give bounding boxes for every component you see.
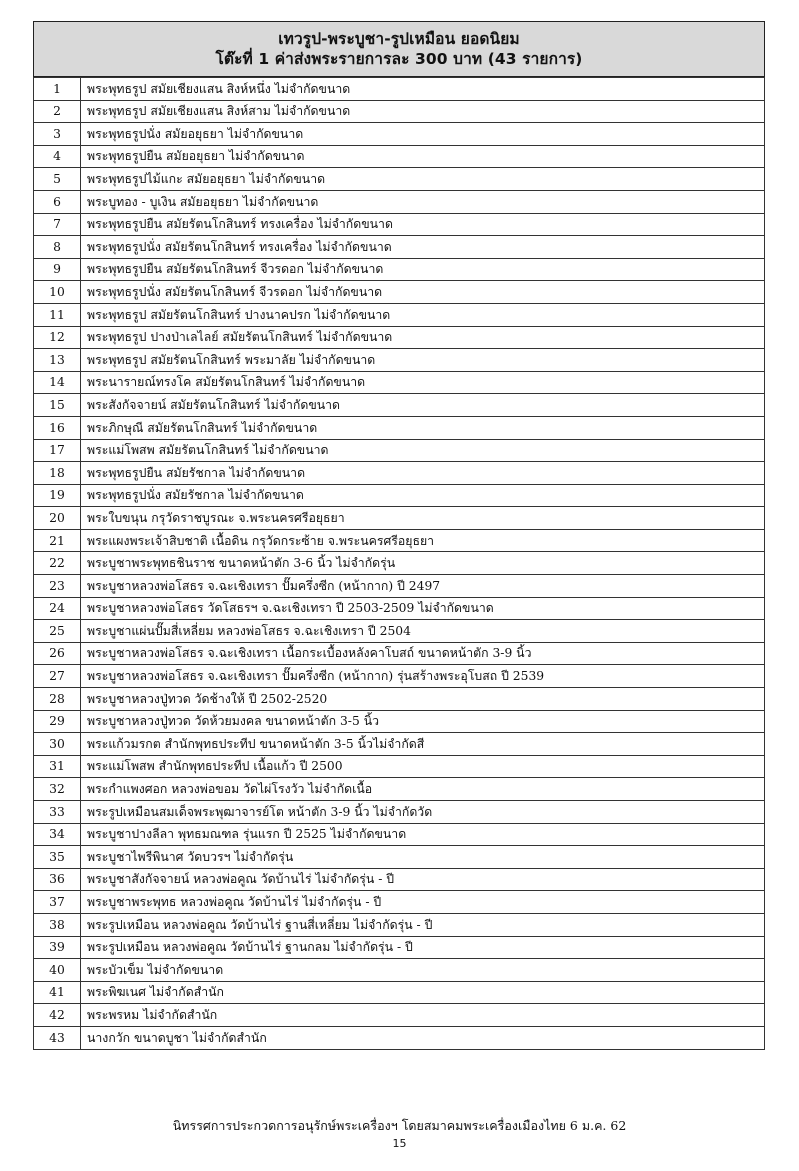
item-number: 32	[34, 778, 81, 801]
item-number: 4	[34, 145, 81, 168]
table-row	[34, 755, 765, 778]
item-description: พระพุทธรูปยืน สมัยรัตนโกสินทร์ จีวรดอก ไม่จำกัดขนาด	[81, 258, 765, 281]
item-description: พระสังกัจจายน์ สมัยรัตนโกสินทร์ ไม่จำกัดขนาด	[81, 394, 765, 417]
table-row	[34, 1026, 765, 1049]
item-number: 21	[34, 529, 81, 552]
item-number: 25	[34, 620, 81, 643]
item-description: นางกวัก ขนาดบูชา ไม่จำกัดสำนัก	[81, 1026, 765, 1049]
table-row	[34, 439, 765, 462]
item-description: พระแผงพระเจ้าสิบชาติ เนื้อดิน กรุวัดกระซ้าย จ.พระนครศรีอยุธยา	[81, 529, 765, 552]
item-description: พระรูปเหมือน หลวงพ่อคูณ วัดบ้านไร่ ฐานสี่เหลี่ยม ไม่จำกัดรุ่น - ปี	[81, 913, 765, 936]
item-number: 20	[34, 507, 81, 530]
item-number: 31	[34, 755, 81, 778]
item-number: 28	[34, 688, 81, 711]
item-number: 38	[34, 913, 81, 936]
table-row	[34, 168, 765, 191]
item-description: พระบูชาหลวงพ่อโสธร จ.ฉะเชิงเทรา ปั๊มครึ่งซีก (หน้ากาก) ปี 2497	[81, 575, 765, 598]
item-number: 8	[34, 236, 81, 259]
item-number: 5	[34, 168, 81, 191]
item-number: 7	[34, 213, 81, 236]
item-number: 34	[34, 823, 81, 846]
item-number: 9	[34, 258, 81, 281]
table-row	[34, 145, 765, 168]
item-number: 22	[34, 552, 81, 575]
item-number: 2	[34, 100, 81, 123]
table-row	[34, 326, 765, 349]
table-row	[34, 575, 765, 598]
table-row	[34, 303, 765, 326]
item-number: 11	[34, 303, 81, 326]
item-description: พระพุทธรูป สมัยรัตนโกสินทร์ พระมาลัย ไม่จำกัดขนาด	[81, 349, 765, 372]
item-description: พระบัวเข็ม ไม่จำกัดขนาด	[81, 959, 765, 982]
table-row	[34, 710, 765, 733]
table-header	[33, 21, 765, 77]
table-row	[34, 801, 765, 824]
item-number: 14	[34, 371, 81, 394]
table-row	[34, 1004, 765, 1027]
item-number: 18	[34, 462, 81, 485]
item-description: พระแก้วมรกต สำนักพุทธประทีป ขนาดหน้าตัก 3-5 นิ้วไม่จำกัดสี	[81, 733, 765, 756]
item-number: 33	[34, 801, 81, 824]
table-row	[34, 642, 765, 665]
item-description: พระพิฆเนศ ไม่จำกัดสำนัก	[81, 981, 765, 1004]
item-description: พระพุทธรูป ปางป่าเลไลย์ สมัยรัตนโกสินทร์ ไม่จำกัดขนาด	[81, 326, 765, 349]
item-number: 15	[34, 394, 81, 417]
table-row	[34, 597, 765, 620]
item-description: พระบูชาปางลีลา พุทธมณฑล รุ่นแรก ปี 2525 ไม่จำกัดขนาด	[81, 823, 765, 846]
table-row	[34, 868, 765, 891]
item-description: พระพรหม ไม่จำกัดสำนัก	[81, 1004, 765, 1027]
item-description: พระพุทธรูปยืน สมัยรัตนโกสินทร์ ทรงเครื่อง ไม่จำกัดขนาด	[81, 213, 765, 236]
item-description: พระพุทธรูปยืน สมัยรัชกาล ไม่จำกัดขนาด	[81, 462, 765, 485]
table-title: เทวรูป-พระบูชา-รูปเหมือน ยอดนิยม	[278, 30, 520, 48]
item-number: 6	[34, 190, 81, 213]
item-number: 36	[34, 868, 81, 891]
table-row	[34, 688, 765, 711]
item-description: พระพุทธรูป สมัยเชียงแสน สิงห์หนึ่ง ไม่จำกัดขนาด	[81, 78, 765, 101]
table-row	[34, 213, 765, 236]
item-description: พระใบขนุน กรุวัดราชบูรณะ จ.พระนครศรีอยุธยา	[81, 507, 765, 530]
table-row	[34, 981, 765, 1004]
page-number: 15	[392, 1137, 407, 1150]
item-description: พระพุทธรูป สมัยรัตนโกสินทร์ ปางนาคปรก ไม่จำกัดขนาด	[81, 303, 765, 326]
item-description: พระบูชาพระพุทธ หลวงพ่อคูณ วัดบ้านไร่ ไม่จำกัดรุ่น - ปี	[81, 891, 765, 914]
item-number: 12	[34, 326, 81, 349]
footer-note: นิทรรศการประกวดการอนุรักษ์พระเครื่องฯ โดยสมาคมพระเครื่องเมืองไทย 6 ม.ค. 62	[172, 1118, 627, 1133]
table-row	[34, 484, 765, 507]
item-number: 16	[34, 416, 81, 439]
item-number: 43	[34, 1026, 81, 1049]
table-row	[34, 281, 765, 304]
items-table-body	[34, 78, 765, 1050]
table-row	[34, 823, 765, 846]
item-description: พระกำแพงศอก หลวงพ่อขอม วัดไผ่โรงวัว ไม่จำกัดเนื้อ	[81, 778, 765, 801]
table-row	[34, 913, 765, 936]
item-description: พระพุทธรูปนั่ง สมัยอยุธยา ไม่จำกัดขนาด	[81, 123, 765, 146]
item-description: พระแม่โพสพ สมัยรัตนโกสินทร์ ไม่จำกัดขนาด	[81, 439, 765, 462]
item-number: 23	[34, 575, 81, 598]
item-number: 13	[34, 349, 81, 372]
table-row	[34, 778, 765, 801]
item-number: 41	[34, 981, 81, 1004]
item-number: 37	[34, 891, 81, 914]
item-number: 27	[34, 665, 81, 688]
item-description: พระแม่โพสพ สำนักพุทธประทีป เนื้อแก้ว ปี 2500	[81, 755, 765, 778]
item-number: 17	[34, 439, 81, 462]
item-description: พระภิกษุณี สมัยรัตนโกสินทร์ ไม่จำกัดขนาด	[81, 416, 765, 439]
table-row	[34, 891, 765, 914]
table-row	[34, 552, 765, 575]
table-row	[34, 100, 765, 123]
catalog-sheet	[33, 21, 765, 1050]
item-description: พระบูชาหลวงพ่อโสธร จ.ฉะเชิงเทรา ปั๊มครึ่งซีก (หน้ากาก) รุ่นสร้างพระอุโบสถ ปี 2539	[81, 665, 765, 688]
item-number: 26	[34, 642, 81, 665]
item-description: พระบูชาแผ่นปั๊มสี่เหลี่ยม หลวงพ่อโสธร จ.ฉะเชิงเทรา ปี 2504	[81, 620, 765, 643]
table-row	[34, 394, 765, 417]
item-number: 30	[34, 733, 81, 756]
item-description: พระพุทธรูปนั่ง สมัยรัตนโกสินทร์ จีวรดอก ไม่จำกัดขนาด	[81, 281, 765, 304]
item-description: พระบูชาหลวงพ่อโสธร วัดโสธรฯ จ.ฉะเชิงเทรา ปี 2503-2509 ไม่จำกัดขนาด	[81, 597, 765, 620]
item-number: 39	[34, 936, 81, 959]
item-number: 1	[34, 78, 81, 101]
item-description: พระบูทอง - บูเงิน สมัยอยุธยา ไม่จำกัดขนาด	[81, 190, 765, 213]
table-row	[34, 733, 765, 756]
table-row	[34, 371, 765, 394]
table-row	[34, 190, 765, 213]
table-row	[34, 258, 765, 281]
table-row	[34, 507, 765, 530]
item-description: พระนารายณ์ทรงโค สมัยรัตนโกสินทร์ ไม่จำกัดขนาด	[81, 371, 765, 394]
table-row	[34, 959, 765, 982]
item-number: 3	[34, 123, 81, 146]
table-row	[34, 620, 765, 643]
item-description: พระบูชาสังกัจจายน์ หลวงพ่อคูณ วัดบ้านไร่ ไม่จำกัดรุ่น - ปี	[81, 868, 765, 891]
item-description: พระบูชาหลวงปู่ทวด วัดห้วยมงคล ขนาดหน้าตัก 3-5 นิ้ว	[81, 710, 765, 733]
item-number: 24	[34, 597, 81, 620]
table-row	[34, 665, 765, 688]
item-description: พระรูปเหมือนสมเด็จพระพุฒาจารย์โต หน้าตัก 3-9 นิ้ว ไม่จำกัดวัด	[81, 801, 765, 824]
table-row	[34, 416, 765, 439]
table-row	[34, 78, 765, 101]
table-row	[34, 123, 765, 146]
item-description: พระบูชาหลวงพ่อโสธร จ.ฉะเชิงเทรา เนื้อกระเบื้องหลังคาโบสถ์ ขนาดหน้าตัก 3-9 นิ้ว	[81, 642, 765, 665]
item-description: พระพุทธรูปนั่ง สมัยรัตนโกสินทร์ ทรงเครื่อง ไม่จำกัดขนาด	[81, 236, 765, 259]
table-row	[34, 529, 765, 552]
item-number: 40	[34, 959, 81, 982]
item-description: พระพุทธรูป สมัยเชียงแสน สิงห์สาม ไม่จำกัดขนาด	[81, 100, 765, 123]
item-description: พระบูชาพระพุทธชินราช ขนาดหน้าตัก 3-6 นิ้ว ไม่จำกัดรุ่น	[81, 552, 765, 575]
table-subtitle: โต๊ะที่ 1 ค่าส่งพระรายการละ 300 บาท (43 รายการ)	[215, 50, 583, 68]
item-description: พระรูปเหมือน หลวงพ่อคูณ วัดบ้านไร่ ฐานกลม ไม่จำกัดรุ่น - ปี	[81, 936, 765, 959]
table-row	[34, 236, 765, 259]
items-table	[33, 77, 765, 1050]
item-number: 29	[34, 710, 81, 733]
item-description: พระบูชาไพรีพินาศ วัดบวรฯ ไม่จำกัดรุ่น	[81, 846, 765, 869]
item-number: 19	[34, 484, 81, 507]
item-description: พระพุทธรูปนั่ง สมัยรัชกาล ไม่จำกัดขนาด	[81, 484, 765, 507]
item-description: พระบูชาหลวงปู่ทวด วัดช้างให้ ปี 2502-2520	[81, 688, 765, 711]
table-row	[34, 462, 765, 485]
table-row	[34, 349, 765, 372]
table-row	[34, 846, 765, 869]
item-number: 35	[34, 846, 81, 869]
item-description: พระพุทธรูปไม้แกะ สมัยอยุธยา ไม่จำกัดขนาด	[81, 168, 765, 191]
table-row	[34, 936, 765, 959]
item-number: 10	[34, 281, 81, 304]
item-number: 42	[34, 1004, 81, 1027]
item-description: พระพุทธรูปยืน สมัยอยุธยา ไม่จำกัดขนาด	[81, 145, 765, 168]
